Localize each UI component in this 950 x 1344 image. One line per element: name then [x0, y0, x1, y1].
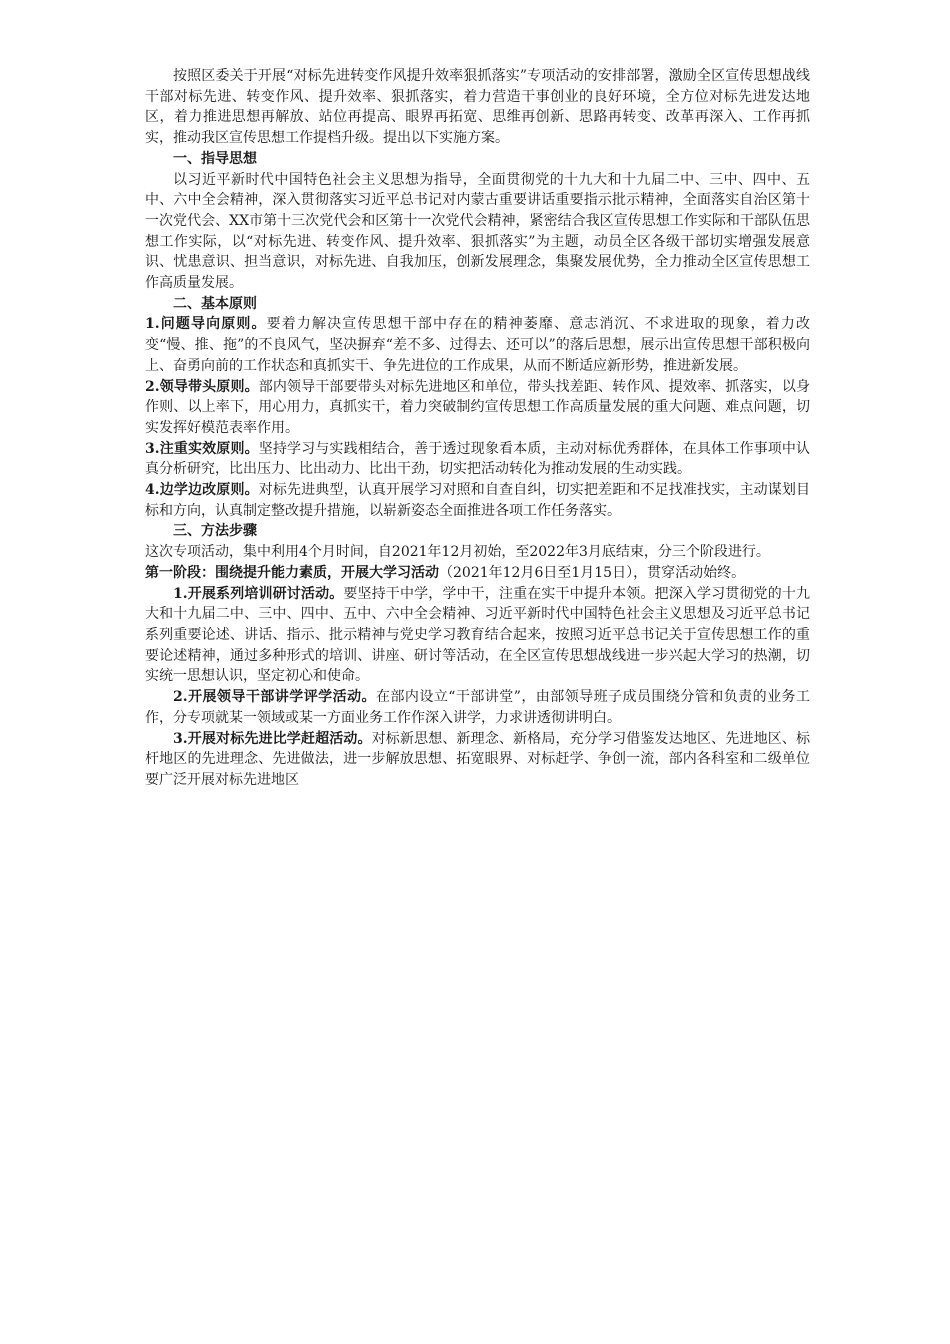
- principle-text: 对标先进典型，认真开展学习对照和自查自纠，切实把差距和不足找准找实，主动谋划目标和方向，认真制定整改提升措施，以崭新姿态全面推进各项工作任务落实。: [145, 482, 810, 519]
- activity-item: [145, 584, 810, 688]
- methods-intro-paragraph: 这次专项活动，集中利用4个月时间，自2021年12月初始，至2022年3月底结束，分三个阶段进行。: [145, 544, 770, 561]
- principle-title: 3.注重实效原则。: [145, 440, 259, 457]
- principle-title: 1.问题导向原则。: [145, 316, 267, 333]
- principle-text: 要着力解决宣传思想干部中存在的精神萎靡、意志消沉、不求进取的现象，着力改变“慢、推、拖”的不良风气，坚决摒弃“差不多、过得去、还可以”的落后思想，展示出宣传思想干部积极向上、奋勇向前的工作状态和真抓实干、争先进位的工作成果，从而不断适应新形势，推进新发展。: [145, 316, 810, 374]
- phase-one-title: 第一阶段：围绕提升能力素质，开展大学习活动: [145, 564, 439, 581]
- principle-item: [145, 314, 810, 376]
- guiding-ideology-paragraph: 以习近平新时代中国特色社会主义思想为指导，全面贯彻党的十九大和十九届二中、三中、四中、五中、六中全会精神，深入贯彻落实习近平总书记对内蒙古重要讲话重要指示批示精神，全面落实自治区第十一次党代会、XX市第十三次党代会和区第十一次党代会精神，紧密结合我区宣传思想工作实际和干部队伍思想工作实际，以“对标先进、转变作风、提升效率、狠抓落实”为主题，动员全区各级干部切实增强发展意识、忧患意识、担当意识，对标先进、自我加压，创新发展理念，集聚发展优势，全力推动全区宣传思想工作高质量发展。: [145, 171, 810, 292]
- principle-text: 部内领导干部要带头对标先进地区和单位，带头找差距、转作风、提效率、抓落实，以身作则、以上率下，用心用力，真抓实干，着力突破制约宣传思想工作高质量发展的重大问题、难点问题，切实发挥好模范表率作用。: [145, 378, 810, 436]
- document-page: [145, 66, 810, 791]
- activity-title: 3.开展对标先进比学赶超活动。: [173, 730, 372, 747]
- activity-title: 2.开展领导干部讲学评学活动。: [173, 689, 376, 706]
- section-heading-basic-principles: 二、基本原则: [173, 295, 257, 312]
- activity-title: 1.开展系列培训研讨活动。: [173, 585, 344, 602]
- activity-item: [145, 687, 810, 728]
- principle-item: [145, 480, 810, 521]
- section-heading-guiding-ideology: 一、指导思想: [173, 150, 257, 167]
- phase-one-paragraph: [145, 563, 810, 584]
- section-heading-methods-steps: 三、方法步骤: [173, 523, 257, 540]
- principle-item: [145, 439, 810, 480]
- intro-paragraph: 按照区委关于开展“对标先进转变作风提升效率狠抓落实”专项活动的安排部署，激励全区宣传思想战线干部对标先进、转变作风、提升效率、狠抓落实，着力营造干事创业的良好环境，全方位对标先进发达地区，着力推进思想再解放、站位再提高、眼界再拓宽、思维再创新、思路再转变、改革再深入、工作再抓实，推动我区宣传思想工作提档升级。提出以下实施方案。: [145, 68, 810, 147]
- activity-text: 要坚持干中学，学中干，注重在实干中提升本领。把深入学习贯彻党的十九大和十九届二中、三中、四中、五中、六中全会精神、习近平新时代中国特色社会主义思想及习近平总书记系列重要论述、讲话、指示、批示精神与党史学习教育结合起来，按照习近平总书记关于宣传思想工作的重要论述精神，通过多种形式的培训、讲座、研讨等活动，在全区宣传思想战线进一步兴起大学习的热潮，切实统一思想认识，坚定初心和使命。: [145, 585, 810, 685]
- activity-text: 在部内设立“干部讲堂”，由部领导班子成员围绕分管和负责的业务工作，分专项就某一领域或某一方面业务工作作深入讲学，力求讲透彻讲明白。: [145, 689, 810, 726]
- principle-title: 2.领导带头原则。: [145, 378, 259, 395]
- activity-item: [145, 729, 810, 791]
- principle-title: 4.边学边改原则。: [145, 482, 259, 499]
- phase-one-text: （2021年12月6日至1月15日），贯穿活动始终。: [439, 564, 746, 581]
- principle-item: [145, 377, 810, 439]
- principle-text: 坚持学习与实践相结合，善于透过现象看本质，主动对标优秀群体，在具体工作事项中认真分析研究，比出压力、比出动力、比出干劲，切实把活动转化为推动发展的生动实践。: [145, 440, 810, 478]
- activity-text: 对标新思想、新理念、新格局，充分学习借鉴发达地区、先进地区、标杆地区的先进理念、先进做法，进一步解放思想、拓宽眼界、对标赶学、争创一流，部内各科室和二级单位要广泛开展对标先进地区: [145, 730, 811, 788]
